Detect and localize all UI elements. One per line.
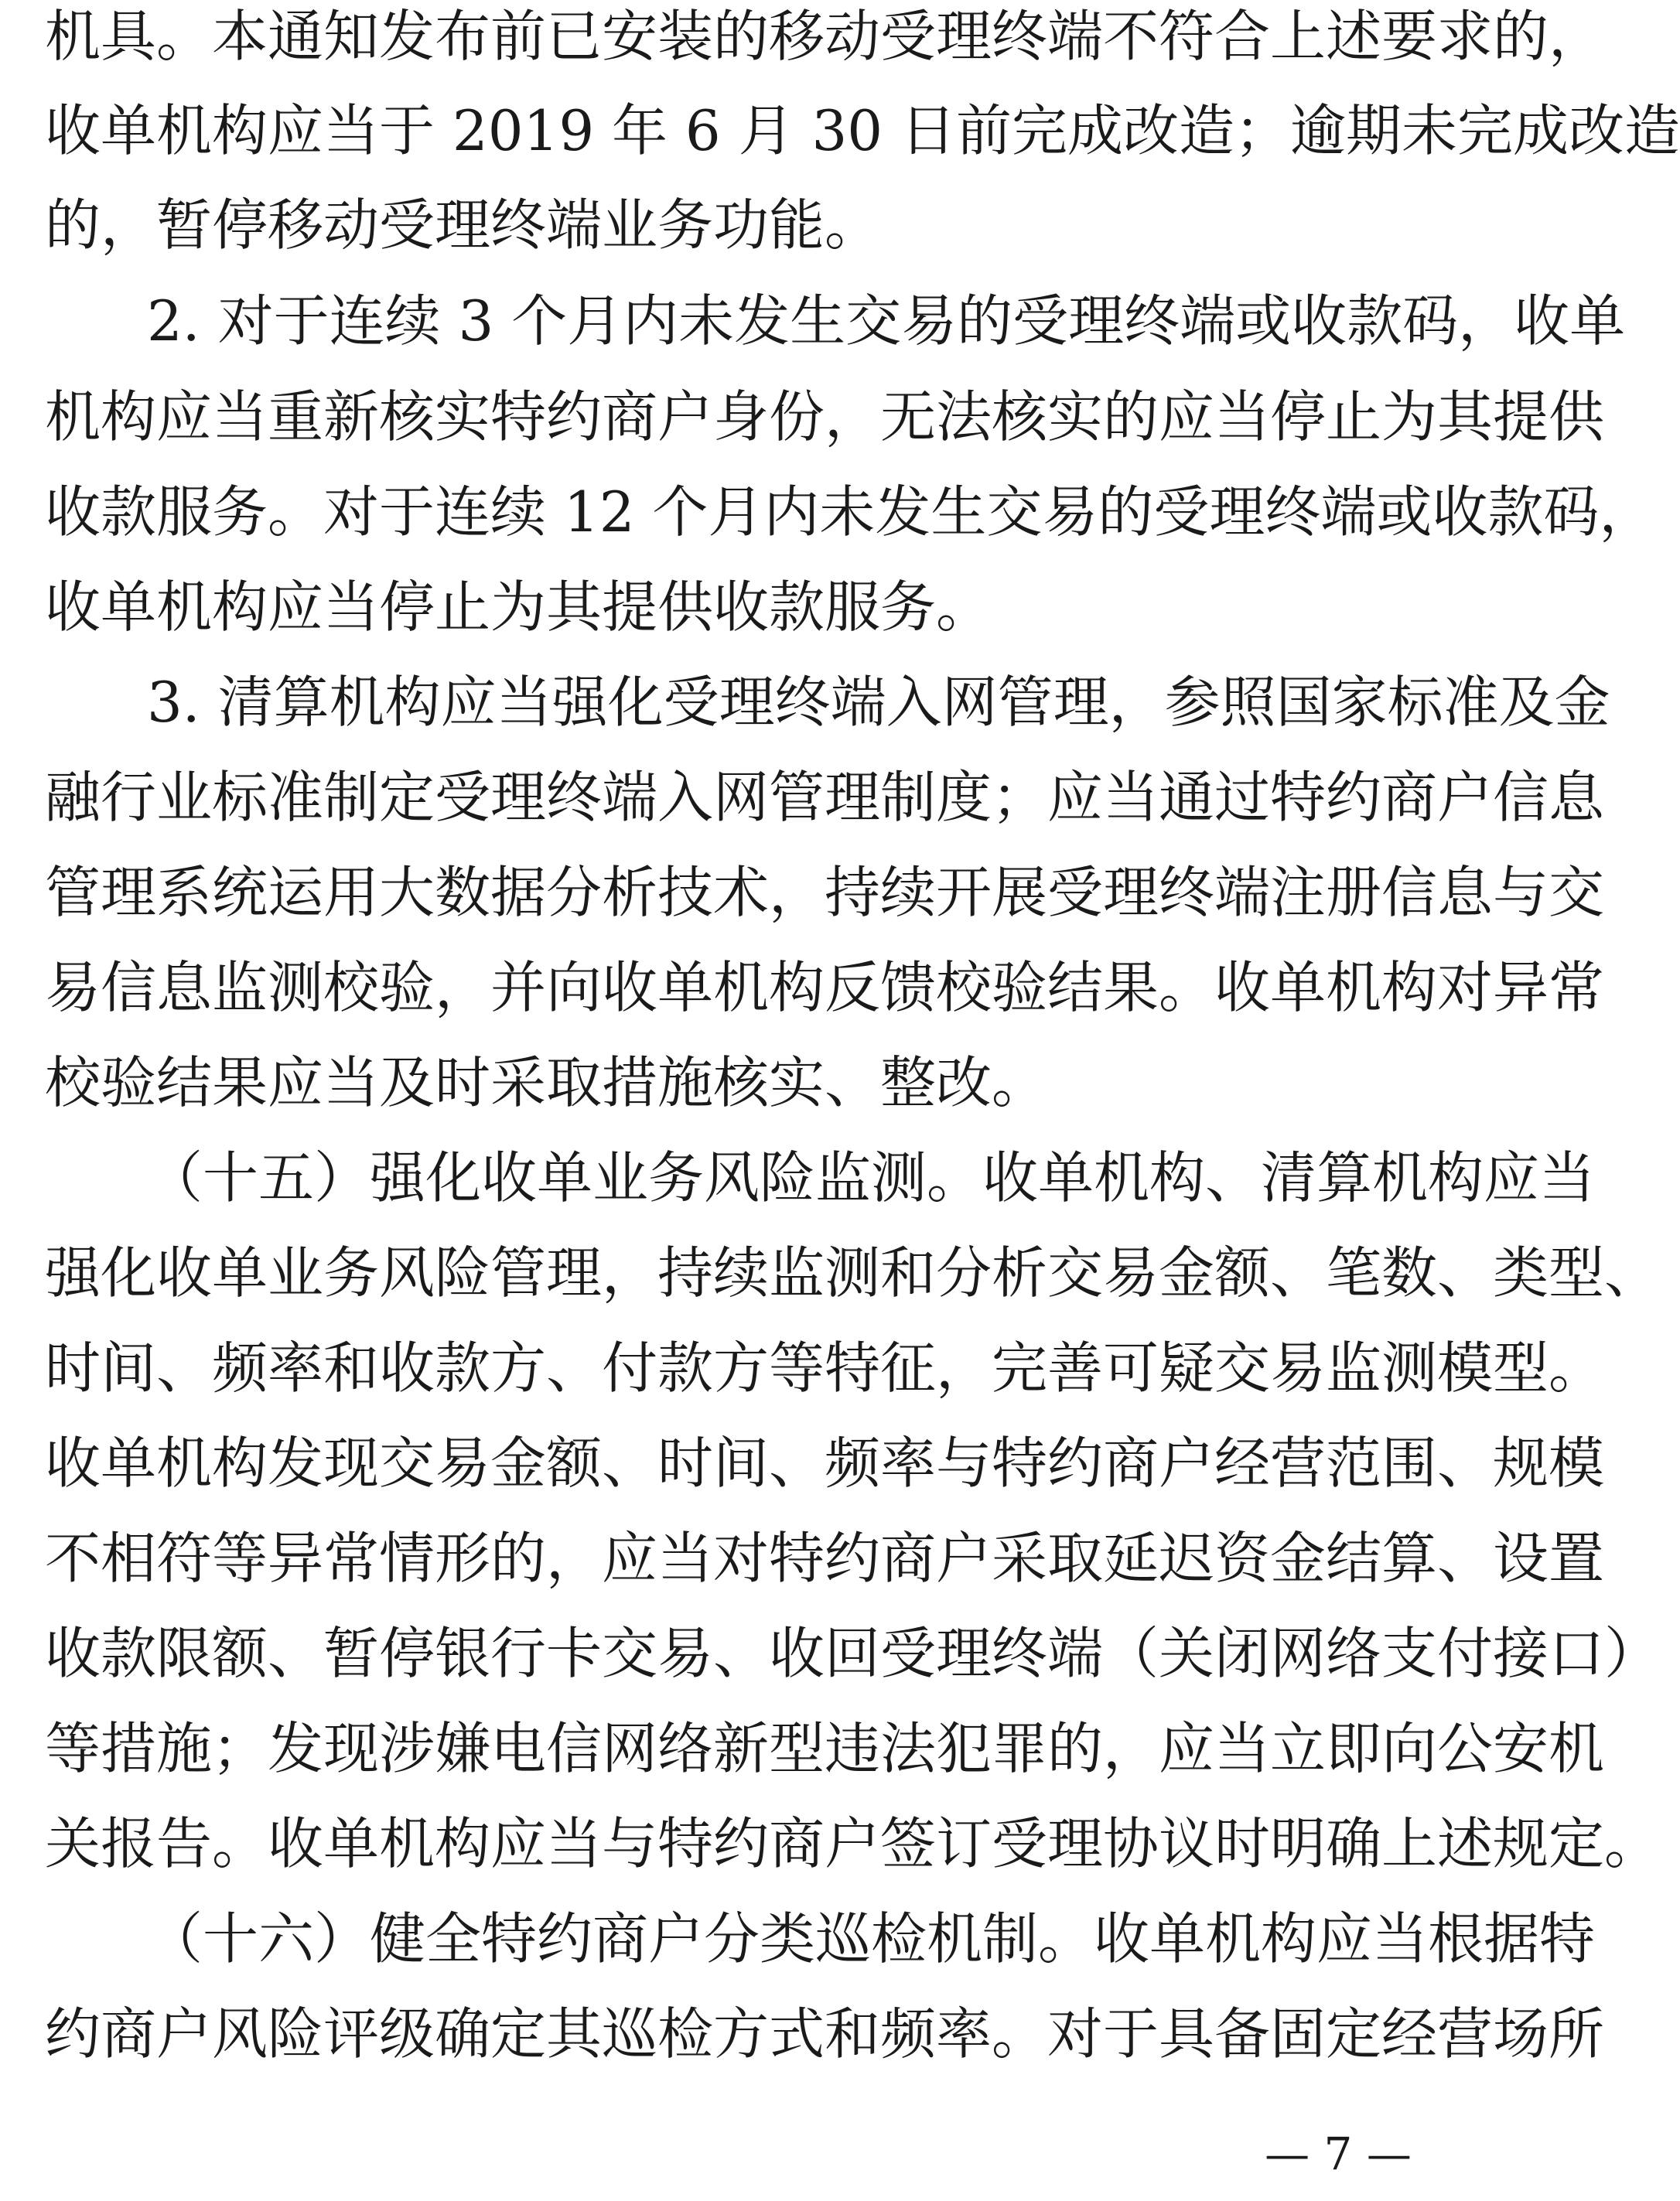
text-line: 融行业标准制定受理终端入网管理制度；应当通过特约商户信息 <box>45 765 1605 830</box>
text-line: 机构应当重新核实特约商户身份，无法核实的应当停止为其提供 <box>45 384 1605 449</box>
page-number: — 7 — <box>1265 2128 1412 2180</box>
text-line: 校验结果应当及时采取措施核实、整改。 <box>45 1050 1048 1115</box>
text-line: 2. 对于连续 3 个月内未发生交易的受理终端或收款码，收单 <box>147 288 1626 353</box>
text-line: 易信息监测校验，并向收单机构反馈校验结果。收单机构对异常 <box>45 955 1605 1020</box>
text-line: 收单机构应当于 2019 年 6 月 30 日前完成改造；逾期未完成改造 <box>45 98 1680 163</box>
text-line: 的，暂停移动受理终端业务功能。 <box>45 193 881 258</box>
text-line: 3. 清算机构应当强化受理终端入网管理，参照国家标准及金 <box>147 670 1610 735</box>
text-line: 机具。本通知发布前已安装的移动受理终端不符合上述要求的， <box>45 4 1605 69</box>
text-line: 收款服务。对于连续 12 个月内未发生交易的受理终端或收款码， <box>45 479 1655 544</box>
text-line: 不相符等异常情形的，应当对特约商户采取延迟资金结算、设置 <box>45 1526 1605 1591</box>
text-line: 等措施；发现涉嫌电信网络新型违法犯罪的，应当立即向公安机 <box>45 1716 1605 1781</box>
text-line: 约商户风险评级确定其巡检方式和频率。对于具备固定经营场所 <box>45 2001 1605 2066</box>
text-line: （十六）健全特约商户分类巡检机制。收单机构应当根据特 <box>147 1906 1596 1971</box>
text-line: （十五）强化收单业务风险监测。收单机构、清算机构应当 <box>147 1145 1596 1210</box>
text-line: 强化收单业务风险管理，持续监测和分析交易金额、笔数、类型、 <box>45 1240 1661 1305</box>
text-line: 时间、频率和收款方、付款方等特征，完善可疑交易监测模型。 <box>45 1336 1605 1401</box>
text-line: 关报告。收单机构应当与特约商户签订受理协议时明确上述规定。 <box>45 1811 1661 1876</box>
text-line: 管理系统运用大数据分析技术，持续开展受理终端注册信息与交 <box>45 860 1605 925</box>
text-line: 收单机构应当停止为其提供收款服务。 <box>45 575 992 640</box>
text-line: 收单机构发现交易金额、时间、频率与特约商户经营范围、规模 <box>45 1431 1605 1496</box>
text-line: 收款限额、暂停银行卡交易、收回受理终端（关闭网络支付接口） <box>45 1621 1661 1686</box>
